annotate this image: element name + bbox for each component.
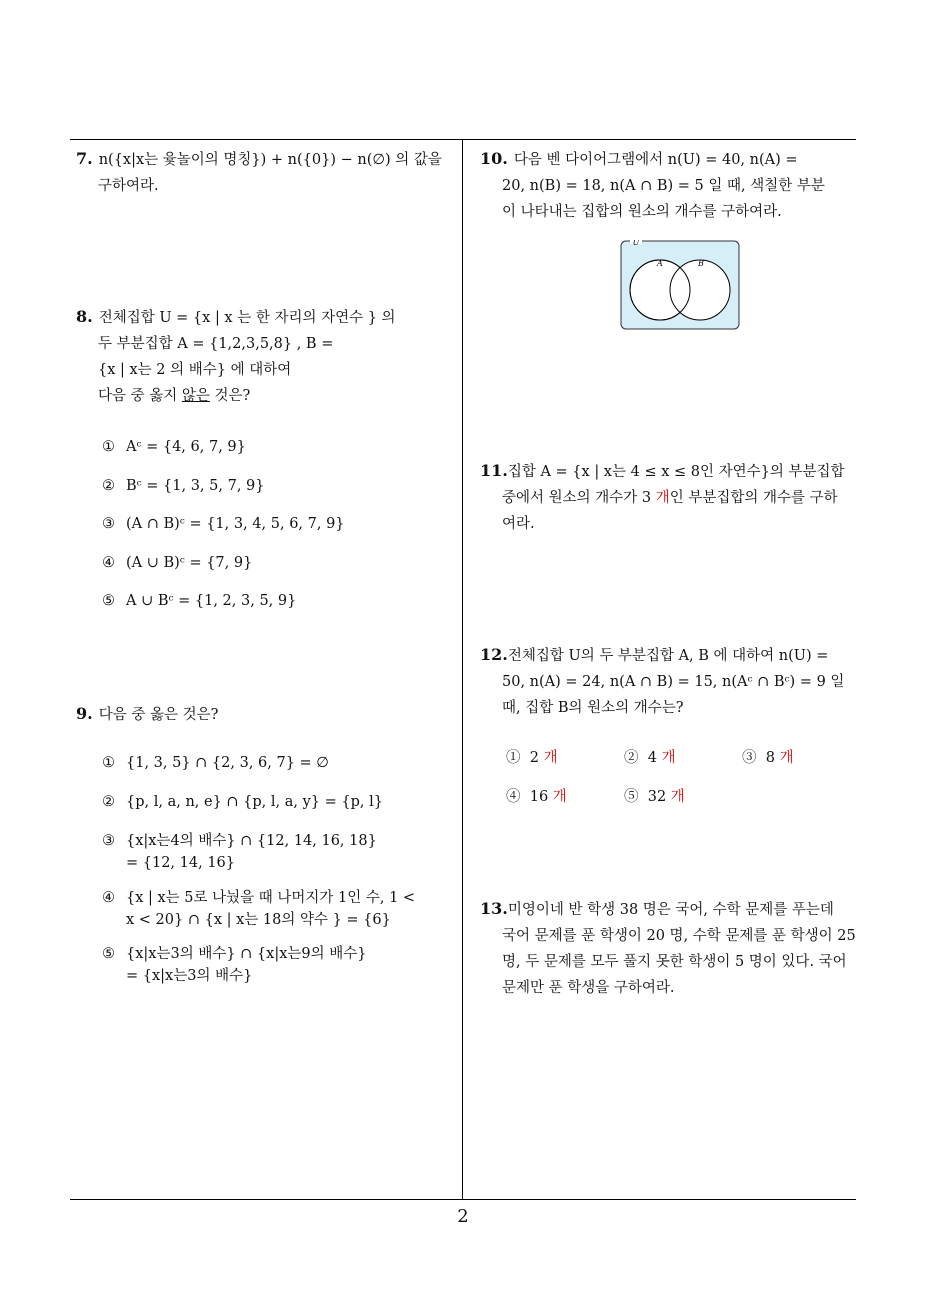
choice-5: ⑤ {x|x는3의 배수} ∩ {x|x는9의 배수} = {x|x는3의 배수} xyxy=(102,946,367,984)
question-8 xyxy=(76,304,454,409)
question-text: 전체집합 U = {x | x 는 한 자리의 자연수 } 의 xyxy=(98,310,396,326)
choice-5: ⑤ 32 개 xyxy=(624,789,685,805)
question-text: 집합 A = {x | x는 4 ≤ x ≤ 8인 자연수}의 부분집합 xyxy=(507,464,845,480)
question-text: 구하여라. xyxy=(98,178,159,194)
question-number: 13. xyxy=(480,899,508,918)
question-text: 국어 문제를 푼 학생이 20 명, 수학 문제를 푼 학생이 25 xyxy=(502,928,856,944)
choice-4: ④ {x | x는 5로 나눴을 때 나머지가 1인 수, 1 < x < 20} ∩ {x | x는 18의 약수 } = {6} xyxy=(102,890,416,928)
choice-3: ③ 8 개 xyxy=(742,750,794,766)
choice-1: ① Aᶜ = {4, 6, 7, 9} xyxy=(102,439,246,455)
question-number: 7. xyxy=(76,149,93,168)
top-rule xyxy=(70,139,856,140)
question-12 xyxy=(480,642,858,721)
question-number: 12. xyxy=(480,645,508,664)
question-9 xyxy=(76,701,454,728)
question-text: 다음 중 옳은 것은? xyxy=(98,707,219,723)
question-text: 전체집합 U의 두 부분집합 A, B 에 대하여 n(U) = xyxy=(507,648,829,664)
question-number: 11. xyxy=(480,461,508,480)
question-text: 50, n(A) = 24, n(A ∩ B) = 15, n(Aᶜ ∩ Bᶜ) = 9 일 xyxy=(502,674,845,690)
choice-4: ④ (A ∪ B)ᶜ = {7, 9} xyxy=(102,555,253,571)
question-13 xyxy=(480,896,858,1001)
question-text: 문제만 푼 학생을 구하여라. xyxy=(502,980,675,996)
choice-1: ① 2 개 xyxy=(506,750,558,766)
choice-2: ② 4 개 xyxy=(624,750,676,766)
venn-label-b: B xyxy=(698,259,704,268)
venn-diagram xyxy=(620,240,740,330)
question-text: 미영이네 반 학생 38 명은 국어, 수학 문제를 푸는데 xyxy=(507,902,834,918)
question-text: 때, 집합 B의 원소의 개수는? xyxy=(502,700,684,716)
column-divider xyxy=(462,140,463,1200)
question-number: 10. xyxy=(480,149,508,168)
question-text: 다음 중 옳지 않은 것은? xyxy=(98,388,251,404)
question-number: 8. xyxy=(76,307,93,326)
question-7 xyxy=(76,146,454,199)
bottom-rule xyxy=(70,1199,856,1200)
question-10 xyxy=(480,146,858,225)
venn-label-a: A xyxy=(657,259,663,268)
choice-3: ③ {x|x는4의 배수} ∩ {12, 14, 16, 18} = {12, 14, 16} xyxy=(102,833,377,871)
underlined-negation: 않은 xyxy=(181,388,210,404)
choice-2: ② {p, l, a, n, e} ∩ {p, l, a, y} = {p, l} xyxy=(102,794,383,810)
question-text: {x | x는 2 의 배수} 에 대하여 xyxy=(98,362,292,378)
question-text: n({x|x는 윷놀이의 명칭}) + n({0}) − n(∅) 의 값을 xyxy=(98,152,442,168)
question-text: 두 부분집합 A = {1,2,3,5,8} , B = xyxy=(98,336,334,352)
choice-4: ④ 16 개 xyxy=(506,789,567,805)
choice-5: ⑤ A ∪ Bᶜ = {1, 2, 3, 5, 9} xyxy=(102,593,297,609)
question-text: 이 나타내는 집합의 원소의 개수를 구하여라. xyxy=(502,204,782,220)
choice-3: ③ (A ∩ B)ᶜ = {1, 3, 4, 5, 6, 7, 9} xyxy=(102,516,345,532)
question-text: 중에서 원소의 개수가 3 개인 부분집합의 개수를 구하 xyxy=(502,490,838,506)
page-number: 2 xyxy=(457,1206,469,1227)
choice-1: ① {1, 3, 5} ∩ {2, 3, 6, 7} = ∅ xyxy=(102,755,329,771)
venn-label-u: U xyxy=(632,240,640,247)
question-text: 명, 두 문제를 모두 풀지 못한 학생이 5 명이 있다. 국어 xyxy=(502,954,847,970)
question-11 xyxy=(480,458,858,537)
question-text: 여라. xyxy=(502,516,535,532)
choice-2: ② Bᶜ = {1, 3, 5, 7, 9} xyxy=(102,478,265,494)
question-text: 20, n(B) = 18, n(A ∩ B) = 5 일 때, 색칠한 부분 xyxy=(502,178,825,194)
question-text: 다음 벤 다이어그램에서 n(U) = 40, n(A) = xyxy=(513,152,798,168)
question-number: 9. xyxy=(76,704,93,723)
